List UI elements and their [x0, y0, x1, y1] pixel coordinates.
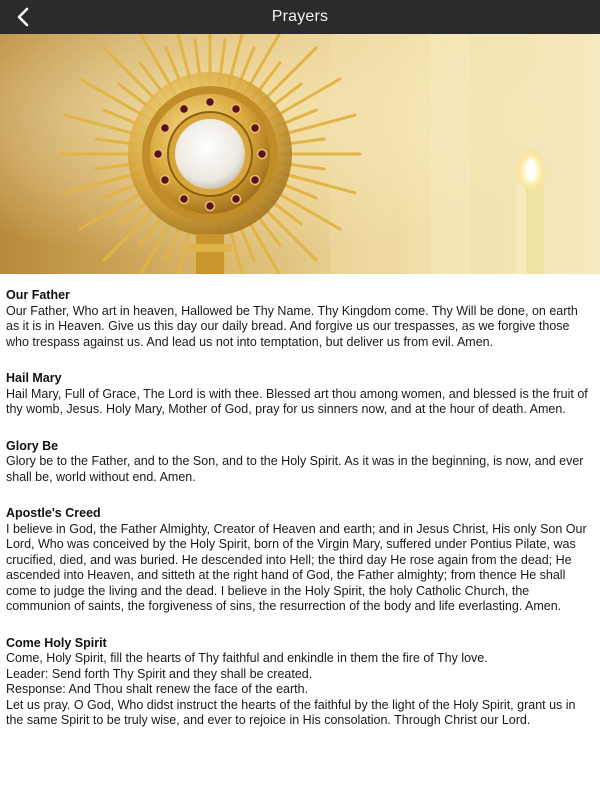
prayer-text: Leader: Send forth Thy Spirit and they shall be created. — [6, 666, 313, 681]
prayer-text: Let us pray. O God, Who didst instruct the hearts of the faithful by the light of the Holy Spirit, grant us in the same Spirit to be truly wise, and ever to rejoice in His consolation. Through Christ our Lord. — [6, 697, 576, 727]
prayer-heading: Glory Be — [6, 438, 59, 453]
prayer-text: Our Father, Who art in heaven, Hallowed be Thy Name. Thy Kingdom come. Thy Will be done, on earth as it is in Heaven. Give us this day our daily bread. And forgive us our trespasses, as we forgive those who trespass against us. And lead us not into temptation, but deliver us from evil. Amen. — [6, 303, 578, 349]
monstrance-hero-image — [0, 34, 600, 274]
prayer-item — [6, 506, 594, 615]
prayer-heading: Apostle's Creed — [6, 506, 101, 520]
gem — [251, 176, 260, 185]
prayer-item — [6, 371, 594, 418]
prayer-text: Hail Mary, Full of Grace, The Lord is with thee. Blessed art thou among women, and blessed is the fruit of thy womb, Jesus. Holy Mary, Mother of God, pray for us sinners now, and at the hour of death. Amen. — [6, 386, 588, 416]
back-button[interactable] — [10, 4, 36, 30]
gem — [251, 124, 260, 133]
page-title: Prayers — [271, 8, 329, 25]
gem — [180, 195, 189, 204]
prayer-item — [6, 439, 594, 486]
prayer-heading: Our Father — [6, 288, 70, 302]
gem — [258, 150, 267, 159]
gem — [232, 104, 241, 113]
prayer-item — [6, 288, 594, 350]
prayer-item — [6, 636, 594, 729]
top-app-bar — [0, 0, 600, 34]
prayer-heading: Hail Mary — [6, 371, 62, 385]
prayer-text: Glory be to the Father, and to the Son, and to the Holy Spirit. As it was in the beginning, is now, and ever shall be, world without end. Amen. — [6, 454, 584, 484]
gem — [206, 98, 215, 107]
prayer-text: Come, Holy Spirit, fill the hearts of Thy faithful and enkindle in them the fire of Thy love. — [6, 651, 488, 665]
gem — [160, 124, 169, 133]
prayer-text: I believe in God, the Father Almighty, Creator of Heaven and earth; and in Jesus Christ, His only Son Our Lord, Who was conceived by the Holy Spirit, born of the Virgin Mary, suffered under Pontius Pilate, was crucified, died, and was buried. He descended into Hell; the third day He rose again from the dead; He ascended into Heaven, and sitteth at the right hand of God, the Father almighty; from thence He shall come to judge the living and the dead. I believe in the Holy Spirit, the holy Catholic Church, the communion of saints, the forgiveness of sins, the resurrection of the body and life everlasting. Amen. — [6, 521, 587, 613]
gem — [180, 104, 189, 113]
gem — [232, 195, 241, 204]
chevron-left-icon — [16, 7, 30, 27]
gem — [160, 176, 169, 185]
prayer-text: Response: And Thou shalt renew the face of the earth. — [6, 682, 309, 696]
prayer-heading: Come Holy Spirit — [6, 635, 107, 650]
gem — [206, 202, 215, 211]
prayer-list — [0, 274, 600, 729]
gem — [154, 150, 163, 159]
